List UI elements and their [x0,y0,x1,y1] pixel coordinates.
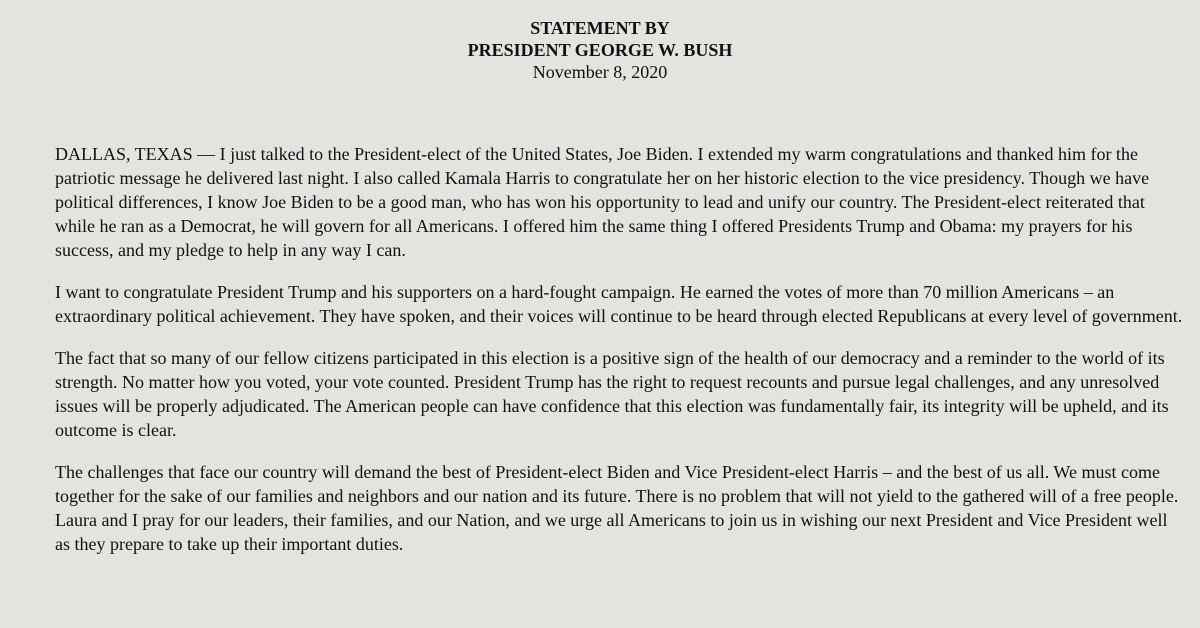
statement-author: PRESIDENT GEORGE W. BUSH [467,40,733,60]
paragraph-2: I want to congratulate President Trump and his supporters on a hard-fought campaign. He earned the votes of more than 70 million Americans – an extraordinary political achievement. They have spoken, and their voices will continue to be heard through elected Republicans at every level of government. [55,282,1183,326]
statement-date: November 8, 2020 [532,62,668,82]
paragraph-1: DALLAS, TEXAS — I just talked to the President-elect of the United States, Joe Biden. I extended my warm congratulations and thanked him for the patriotic message he delivered last night. I also called Kamala Harris to congratulate her on her historic election to the vice presidency. Though we have political differences, I know Joe Biden to be a good man, who has won his opportunity to lead and unify our country. The President-elect reiterated that while he ran as a Democrat, he will govern for all Americans. I offered him the same thing I offered Presidents Trump and Obama: my prayers for his success, and my pledge to help in any way I can. [55,144,1150,260]
paragraph-3: The fact that so many of our fellow citizens participated in this election is a positive sign of the health of our democracy and a reminder to the world of its strength. No matter how you voted, your vote counted. President Trump has the right to request recounts and pursue legal challenges, and any unresolved issues will be properly adjudicated. The American people can have confidence that this election was fundamentally fair, its integrity will be upheld, and its outcome is clear. [55,348,1169,440]
paragraph-4: The challenges that face our country will demand the best of President-elect Biden and Vice President-elect Harris – and the best of us all. We must come together for the sake of our families and neighbors and our nation and its future. There is no problem that will not yield to the gathered will of a free people. Laura and I pray for our leaders, their families, and our Nation, and we urge all Americans to join us in wishing our next President and Vice President well as they prepare to take up their important duties. [55,462,1179,554]
statement-header [0,17,1200,83]
statement-title: STATEMENT BY [530,18,670,38]
statement-body [55,142,1183,574]
